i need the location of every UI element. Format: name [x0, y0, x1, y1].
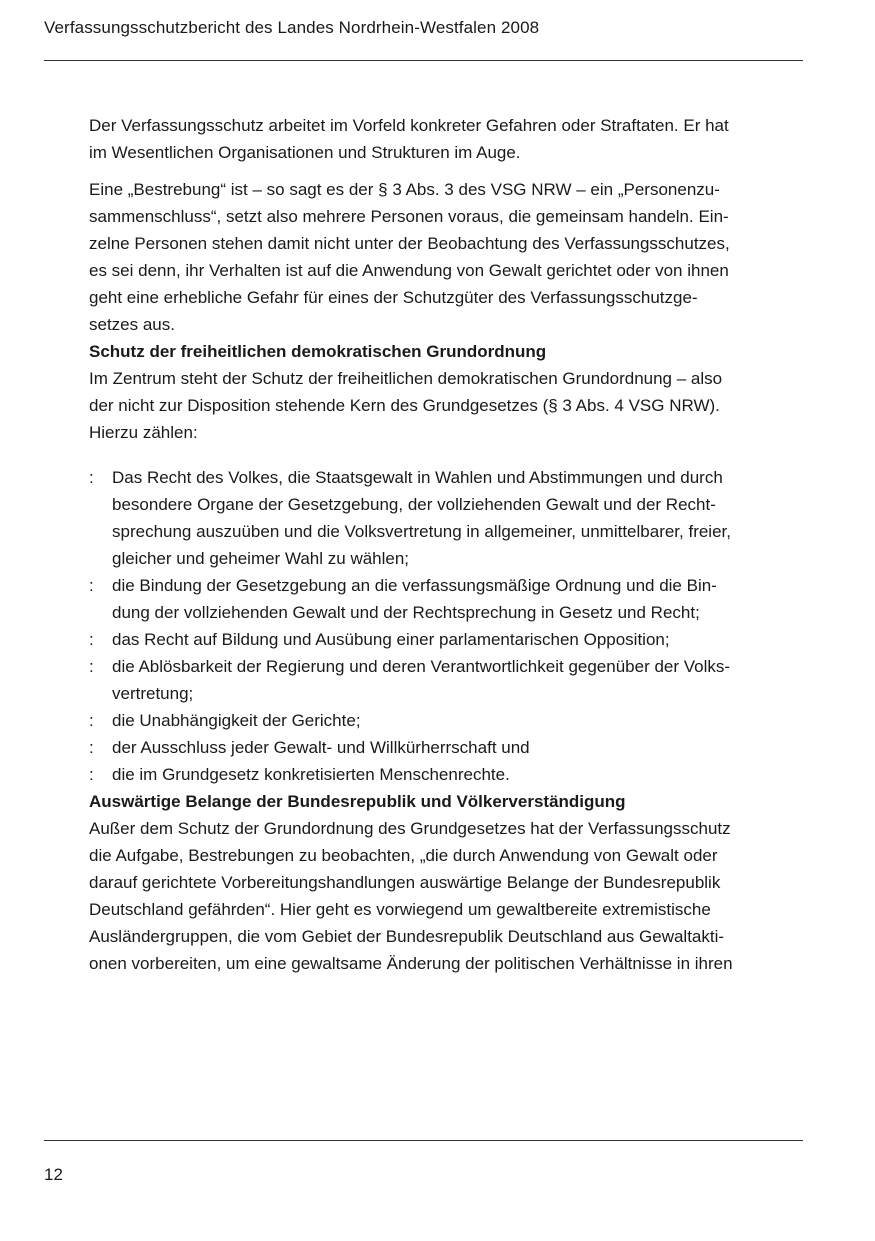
list-item — [89, 653, 801, 707]
page-body — [89, 112, 801, 977]
section-heading: Auswärtige Belange der Bundesrepublik und Völkerverständigung — [89, 792, 626, 811]
bullet-marker: : — [89, 630, 94, 649]
list-item — [89, 464, 801, 572]
list-item-text: die Unabhängigkeit der Gerichte; — [112, 711, 361, 730]
list-item-text: das Recht auf Bildung und Ausübung einer parlamentarischen Opposition; — [112, 630, 670, 649]
running-header-title: Verfassungsschutzbericht des Landes Nordrhein-Westfalen 2008 — [44, 18, 540, 37]
page-number: 12 — [44, 1165, 63, 1184]
list-item-text: die Bindung der Gesetzgebung an die verfassungsmäßige Ordnung und die Bin- dung der vollziehenden Gewalt und der Rechtsprechung in Gesetz und Recht; — [112, 576, 717, 622]
body-paragraph: Außer dem Schutz der Grundordnung des Grundgesetzes hat der Verfassungsschutz die Aufgabe, Bestrebungen zu beobachten, „die durch Anwendung von Gewalt oder darauf gerichtete Vorbereitungshandlungen auswärtige Belange der Bundesrepublik Deutschland gefährden“. Hier geht es vorwiegend um gewaltbereite extremistische Ausländergruppen, die vom Gebiet der Bundesrepublik Deutschland aus Gewaltakti- onen vorbereiten, um eine gewaltsame Änderung der politischen Verhältnisse in ihren — [89, 819, 733, 973]
list-item-text: der Ausschluss jeder Gewalt- und Willkürherrschaft und — [112, 738, 530, 757]
body-paragraph: Im Zentrum steht der Schutz der freiheitlichen demokratischen Grundordnung – also der nicht zur Disposition stehende Kern des Grundgesetzes (§ 3 Abs. 4 VSG NRW). Hierzu zählen: — [89, 369, 723, 442]
bullet-marker: : — [89, 765, 94, 784]
header-rule — [44, 60, 803, 61]
list-item-text: Das Recht des Volkes, die Staatsgewalt in Wahlen und Abstimmungen und durch besondere Organe der Gesetzgebung, der vollziehenden Gewalt und der Recht- sprechung auszuüben und die Volksvertretung in allgemeiner, unmittelbarer, freier, gleicher und geheimer Wahl zu wählen; — [112, 468, 731, 568]
list-item-text: die im Grundgesetz konkretisierten Menschenrechte. — [112, 765, 510, 784]
bullet-marker: : — [89, 711, 94, 730]
bullet-marker: : — [89, 576, 94, 595]
list-item — [89, 707, 801, 734]
body-paragraph: Der Verfassungsschutz arbeitet im Vorfeld konkreter Gefahren oder Straftaten. Er hat im Wesentlichen Organisationen und Strukturen im Auge. — [89, 116, 729, 162]
bullet-marker: : — [89, 468, 94, 487]
footer-rule — [44, 1140, 803, 1141]
bullet-marker: : — [89, 738, 94, 757]
list-item — [89, 734, 801, 761]
list-item — [89, 626, 801, 653]
list-item-text: die Ablösbarkeit der Regierung und deren Verantwortlichkeit gegenüber der Volks- vertretung; — [112, 657, 731, 703]
section-heading: Schutz der freiheitlichen demokratischen Grundordnung — [89, 342, 547, 361]
bullet-marker: : — [89, 657, 94, 676]
list-item — [89, 761, 801, 788]
list-item — [89, 572, 801, 626]
body-paragraph: Eine „Bestrebung“ ist – so sagt es der § 3 Abs. 3 des VSG NRW – ein „Personenzu- sammenschluss“, setzt also mehrere Personen voraus, die gemeinsam handeln. Ein- zelne Personen stehen damit nicht unter der Beobachtung des Verfassungsschutzes, es sei denn, ihr Verhalten ist auf die Anwendung von Gewalt gerichtet oder von ihnen geht eine erhebliche Gefahr für eines der Schutzgüter des Verfassungsschutzge- setzes aus. — [89, 180, 730, 334]
principles-list — [89, 464, 801, 788]
